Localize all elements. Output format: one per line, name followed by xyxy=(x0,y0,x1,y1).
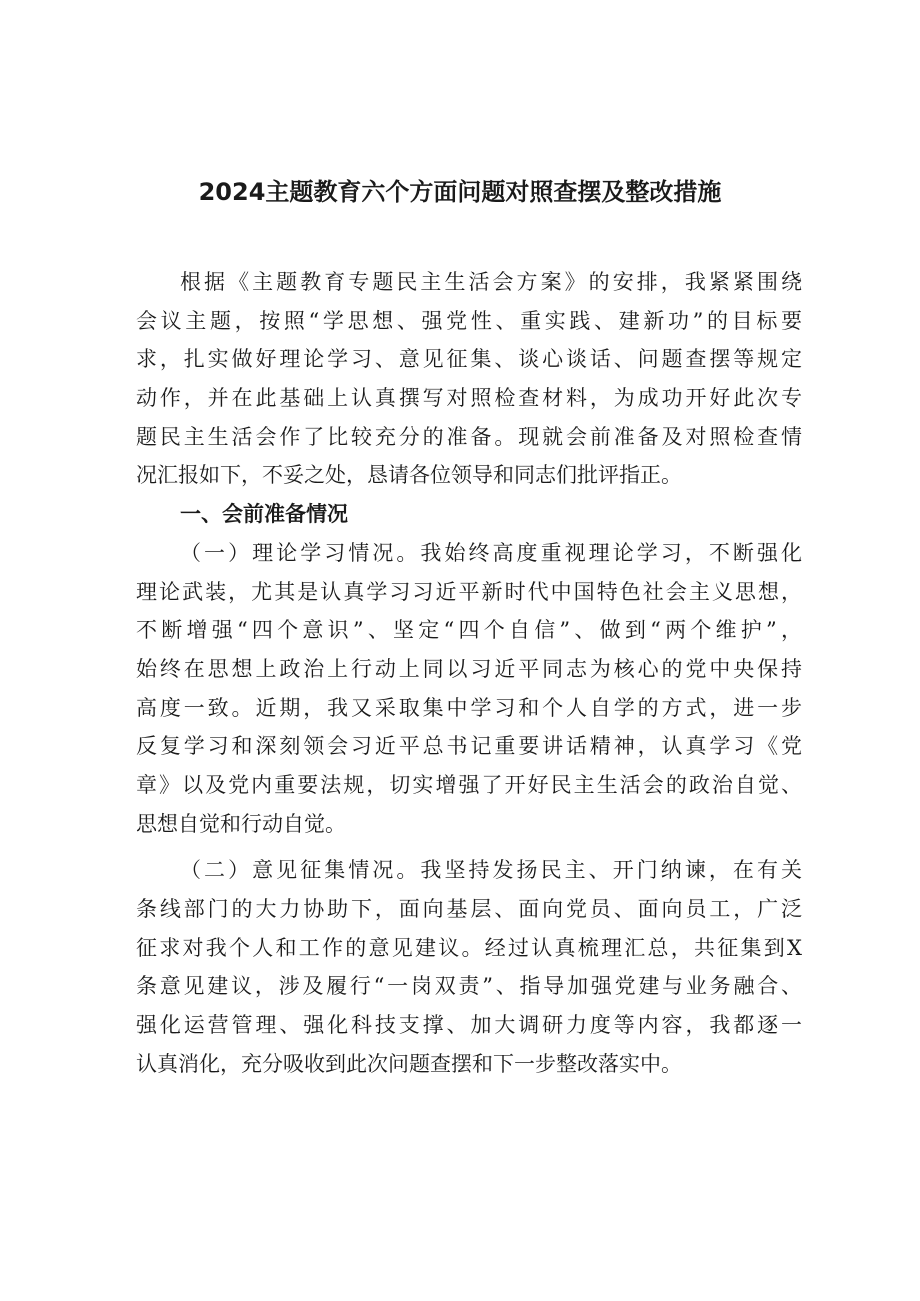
paragraph-line: 条线部门的大力协助下，面向基层、面向党员、面向员工，广泛 xyxy=(136,897,802,921)
paragraph-gap xyxy=(136,843,802,851)
paragraph-line: 条意见建议，涉及履行“一岗双责”、指导加强党建与业务融合、 xyxy=(136,974,802,999)
intro-line: 动作，并在此基础上认真撰写对照检查材料，为成功开好此次专 xyxy=(136,386,802,411)
paragraph-line: 高度一致。近期，我又采取集中学习和个人自学的方式，进一步 xyxy=(136,695,802,720)
paragraph-line: 征求对我个人和工作的意见建议。经过认真梳理汇总，共征集到X xyxy=(136,935,802,960)
paragraph-line: 反复学习和深刻领会习近平总书记重要讲话精神，认真学习《党 xyxy=(136,734,802,759)
intro-paragraph xyxy=(136,263,802,495)
paragraph-line: 强化运营管理、强化科技支撑、加大调研力度等内容，我都逐一 xyxy=(136,1013,802,1038)
document-body xyxy=(136,263,802,1083)
paragraph-line: 始终在思想上政治上行动上同以习近平同志为核心的党中央保持 xyxy=(136,656,802,681)
intro-line: 根据《主题教育专题民主生活会方案》的安排，我紧紧围绕 xyxy=(180,270,802,294)
theory-study-paragraph xyxy=(136,534,802,844)
paragraph-line: 认真消化，充分吸收到此次问题查摆和下一步整改落实中。 xyxy=(136,1051,682,1076)
paragraph-line: 章》以及党内重要法规，切实增强了开好民主生活会的政治自觉、 xyxy=(136,772,802,797)
opinion-collection-paragraph xyxy=(136,851,802,1083)
intro-line: 求，扎实做好理论学习、意见征集、谈心谈话、问题查摆等规定 xyxy=(136,347,802,372)
section-heading: 一、会前准备情况 xyxy=(180,502,348,527)
intro-line: 题民主生活会作了比较充分的准备。现就会前准备及对照检查情 xyxy=(136,424,802,449)
paragraph-line: （二）意见征集情况。我坚持发扬民主、开门纳谏，在有关 xyxy=(180,858,802,883)
document-title: 2024主题教育六个方面问题对照查摆及整改措施 xyxy=(198,178,722,206)
paragraph-line: 理论武装，尤其是认真学习习近平新时代中国特色社会主义思想， xyxy=(136,579,802,604)
paragraph-line: 思想自觉和行动自觉。 xyxy=(136,811,346,836)
paragraph-line: 不断增强“四个意识”、坚定“四个自信”、做到“两个维护”， xyxy=(136,618,802,643)
intro-line: 况汇报如下，不妥之处，恳请各位领导和同志们批评指正。 xyxy=(136,463,682,488)
paragraph-line: （一）理论学习情况。我始终高度重视理论学习，不断强化 xyxy=(180,540,802,565)
intro-line: 会议主题，按照“学思想、强党性、重实践、建新功”的目标要 xyxy=(136,308,802,333)
